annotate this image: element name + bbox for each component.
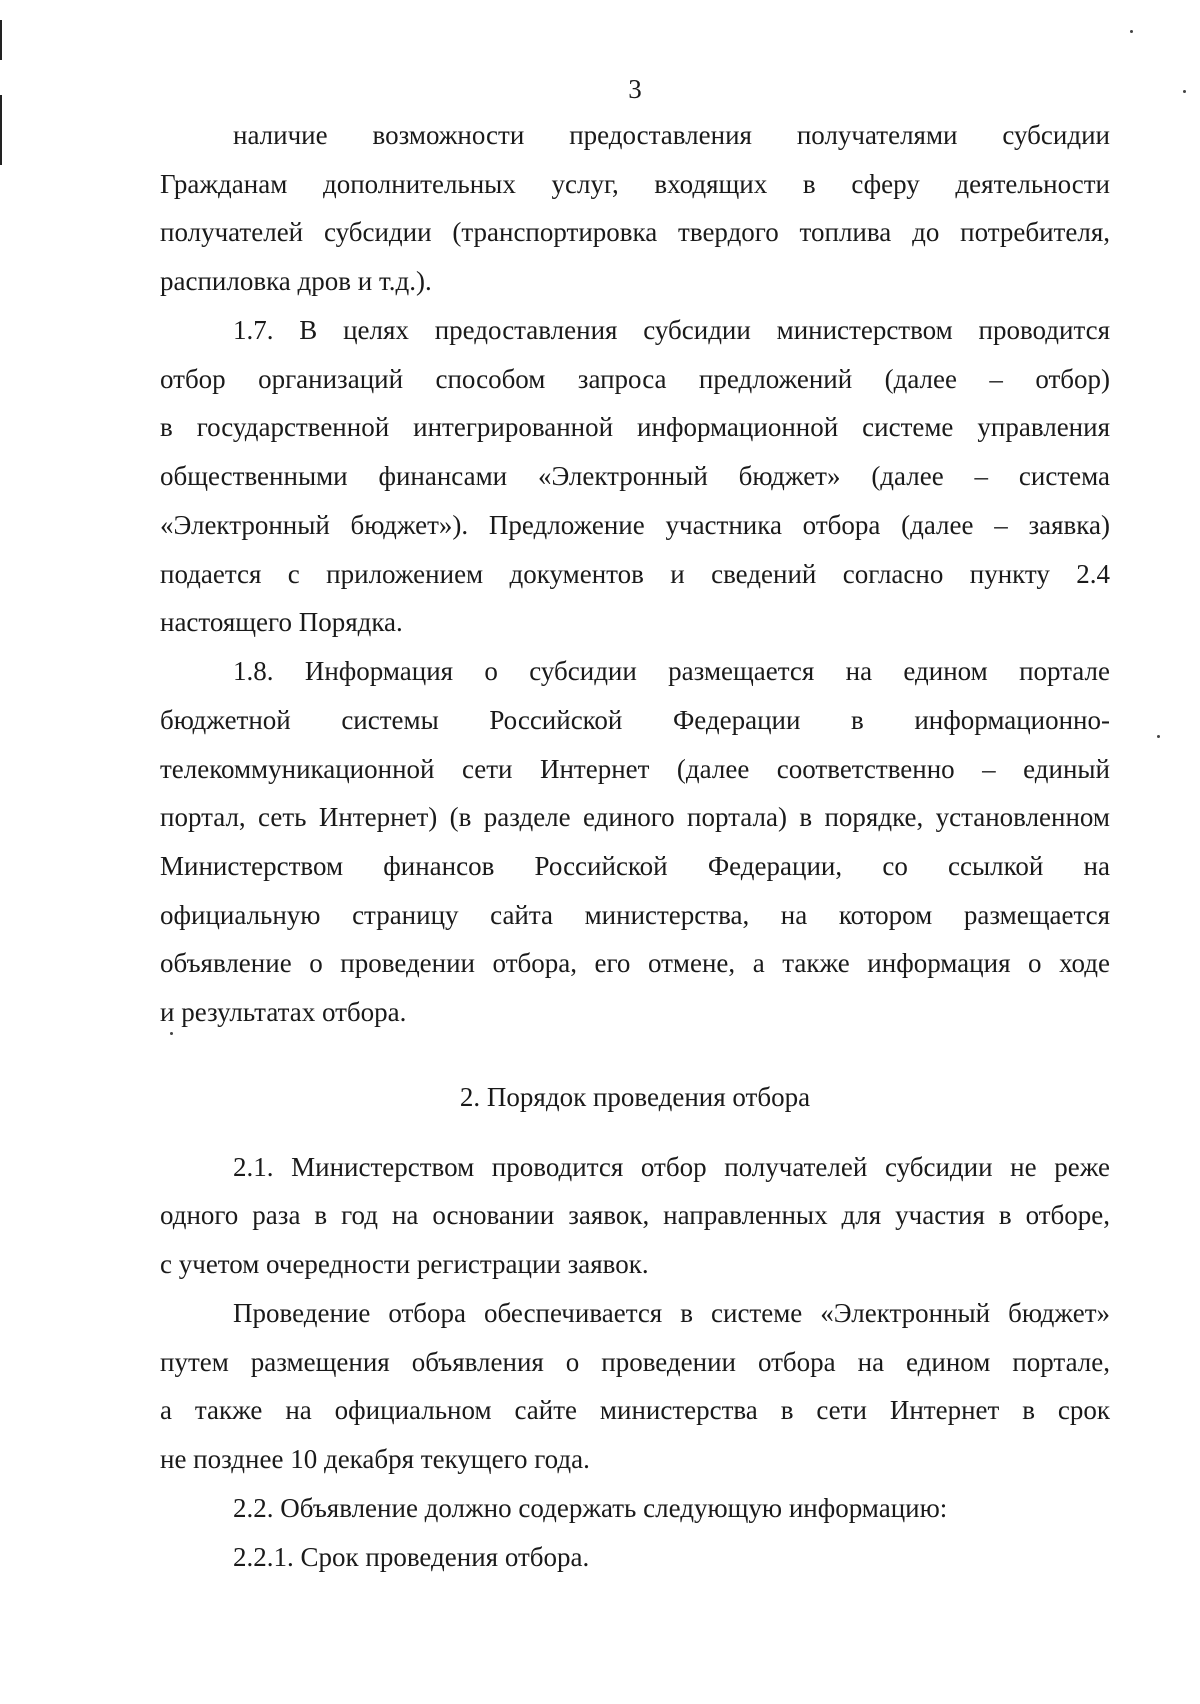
text-line: портал, сеть Интернет) (в разделе единого портала) в порядке, установленном [160, 802, 1110, 832]
text-line: получателей субсидии (транспортировка твердого топлива до потребителя, [160, 217, 1110, 247]
text-line: одного раза в год на основании заявок, направленных для участия в отборе, [160, 1200, 1110, 1230]
text-line: в государственной интегрированной информационной системе управления [160, 412, 1110, 442]
text-line: Министерством финансов Российской Федерации, со ссылкой на [160, 851, 1110, 881]
text-line: а также на официальном сайте министерства в сети Интернет в срок [160, 1395, 1110, 1425]
paragraph-1-8-start: 1.8. Информация о субсидии размещается на едином портале [233, 656, 1110, 686]
text-line: путем размещения объявления о проведении отбора на едином портале, [160, 1347, 1110, 1377]
text-line: настоящего Порядка. [160, 607, 403, 637]
text-line: официальную страницу сайта министерства, на котором размещается [160, 900, 1110, 930]
scan-edge-mark [0, 95, 2, 165]
scan-edge-mark [0, 20, 2, 60]
paragraph-2-2: 2.2. Объявление должно содержать следующую информацию: [233, 1493, 948, 1523]
text-line: отбор организаций способом запроса предложений (далее – отбор) [160, 364, 1110, 394]
text-line: «Электронный бюджет»). Предложение участника отбора (далее – заявка) [160, 510, 1110, 540]
text-line: Гражданам дополнительных услуг, входящих в сферу деятельности [160, 169, 1110, 199]
text-line: подается с приложением документов и сведений согласно пункту 2.4 [160, 559, 1110, 589]
text-line: наличие возможности предоставления получателями субсидии [233, 120, 1110, 150]
scan-speck [1130, 30, 1133, 33]
text-line: объявление о проведении отбора, его отмене, а также информация о ходе [160, 948, 1110, 978]
paragraph-2-1-start: 2.1. Министерством проводится отбор получателей субсидии не реже [233, 1152, 1110, 1182]
text-line: общественными финансами «Электронный бюджет» (далее – система [160, 461, 1110, 491]
paragraph-1-7-start: 1.7. В целях предоставления субсидии министерством проводится [233, 315, 1110, 345]
scan-speck [170, 1032, 173, 1035]
text-line: бюджетной системы Российской Федерации в информационно- [160, 705, 1110, 735]
section-heading: 2. Порядок проведения отбора [459, 1082, 811, 1112]
text-line: не позднее 10 декабря текущего года. [160, 1444, 590, 1474]
page-number: 3 [628, 74, 642, 104]
text-line: и результатах отбора. [160, 997, 407, 1027]
scan-speck [1157, 735, 1160, 738]
paragraph-2-2-1: 2.2.1. Срок проведения отбора. [233, 1542, 590, 1572]
text-line: телекоммуникационной сети Интернет (далее соответственно – единый [160, 754, 1110, 784]
text-line: распиловка дров и т.д.). [160, 266, 432, 296]
text-line: с учетом очередности регистрации заявок. [160, 1249, 649, 1279]
paragraph-start: Проведение отбора обеспечивается в системе «Электронный бюджет» [233, 1298, 1110, 1328]
